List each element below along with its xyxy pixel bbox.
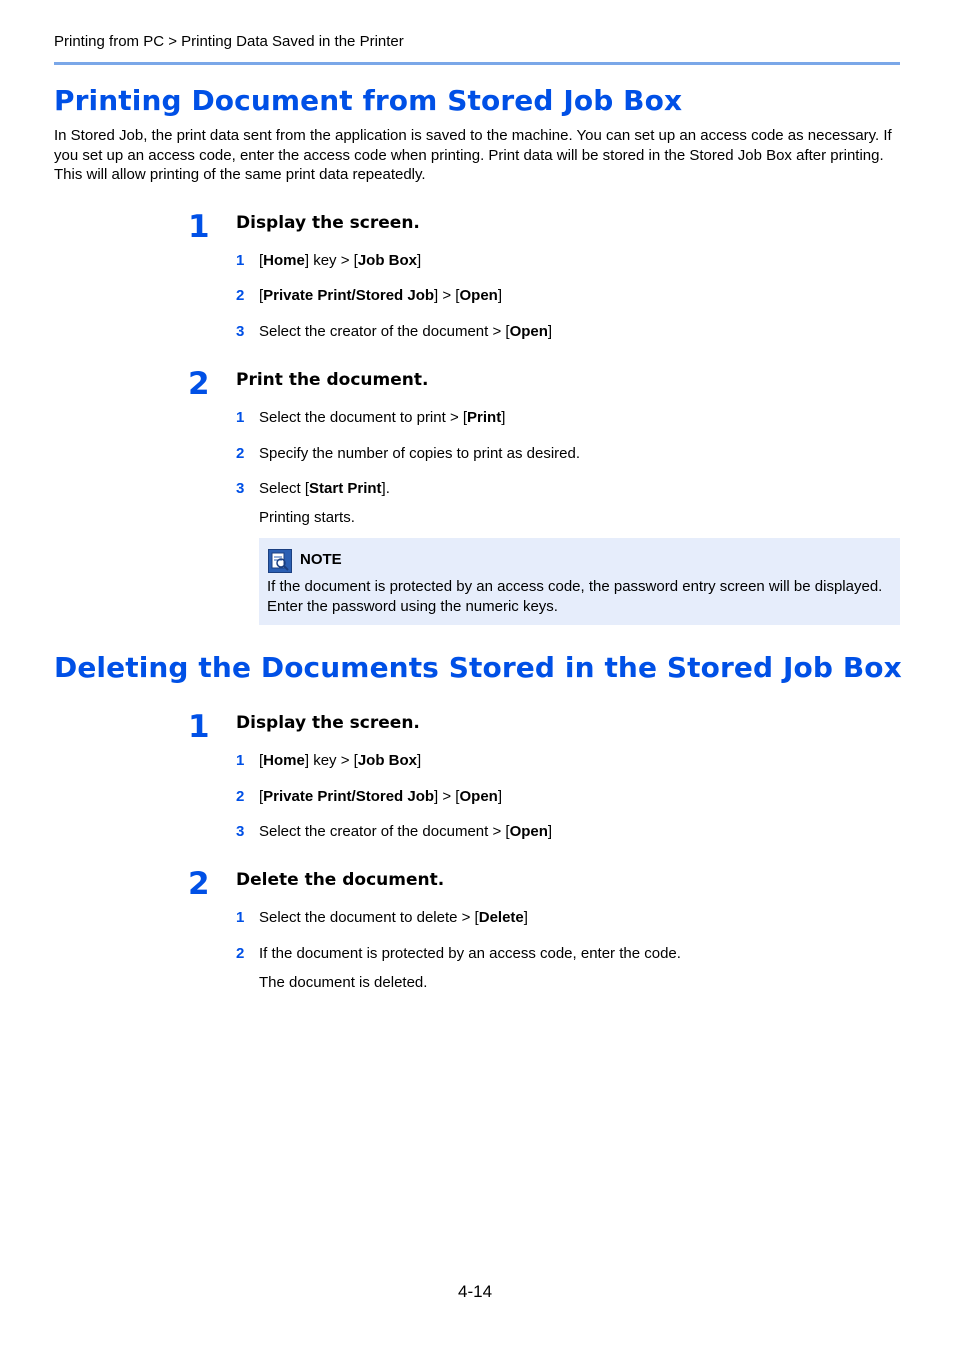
text: Specify the number of copies to print as desired.: [259, 445, 581, 462]
sub-step: [236, 945, 681, 962]
text: ]: [547, 823, 553, 840]
text: ]: [501, 409, 506, 426]
step-number: 2: [188, 366, 210, 402]
sub-step-number: 1: [236, 409, 245, 426]
sub-step: [236, 252, 421, 269]
text: ] key > [: [304, 252, 358, 269]
section-title-printing: Printing Document from Stored Job Box: [54, 84, 683, 117]
text: ]: [497, 287, 502, 304]
key-label: Print: [467, 409, 502, 426]
breadcrumb: Printing from PC > Printing Data Saved in the Printer: [54, 33, 404, 50]
page-number: 4-14: [458, 1282, 493, 1301]
text: ]: [417, 252, 422, 269]
text: Select the document to delete > [: [259, 909, 479, 926]
sub-step-number: 2: [236, 445, 245, 462]
text: Select [: [259, 480, 310, 497]
intro-paragraph: In Stored Job, the print data sent from the application is saved to the machine. You can set up an access code as necessary. If you set up an access code, enter the access code when printing. Print data will be stored in the Stored Job Box after printing. This will allow printing of the same print data repeatedly.: [54, 127, 892, 183]
sub-step: [236, 480, 390, 497]
key-label: Start Print: [309, 480, 382, 497]
sub-step: [236, 287, 502, 304]
sub-step: [236, 909, 528, 926]
text: [: [259, 287, 264, 304]
text: ] key > [: [304, 752, 358, 769]
text: Select the creator of the document > [: [259, 823, 510, 840]
sub-step-number: 2: [236, 945, 245, 962]
text: ].: [381, 480, 390, 497]
step-title: Print the document.: [236, 370, 429, 390]
key-label: Private Print/Stored Job: [263, 287, 435, 304]
note-box: [259, 538, 900, 625]
key-label: Home: [263, 752, 305, 769]
step-number: 1: [188, 709, 210, 745]
text: ] > [: [434, 788, 460, 805]
header-rule: [54, 62, 900, 65]
text: ]: [417, 752, 422, 769]
step-number: 1: [188, 209, 210, 245]
step-number: 2: [188, 866, 210, 902]
text: [: [259, 252, 264, 269]
sub-step-number: 2: [236, 788, 245, 805]
sub-step: [236, 752, 421, 769]
step-result: Printing starts.: [259, 509, 355, 526]
text: ]: [497, 788, 502, 805]
step-title: Delete the document.: [236, 870, 445, 890]
sub-step-number: 3: [236, 323, 245, 340]
note-text: If the document is protected by an access code, the password entry screen will be displayed. Enter the password using the numeric keys.: [267, 578, 883, 615]
sub-step-number: 3: [236, 823, 245, 840]
key-label: Open: [509, 823, 548, 840]
text: If the document is protected by an access code, enter the code.: [259, 945, 681, 962]
step-result: The document is deleted.: [259, 974, 428, 991]
key-label: Delete: [478, 909, 524, 926]
sub-step: [236, 409, 505, 426]
note-label: NOTE: [300, 551, 342, 568]
text: [: [259, 752, 264, 769]
key-label: Private Print/Stored Job: [263, 788, 435, 805]
section-title-deleting: Deleting the Documents Stored in the Stored Job Box: [54, 651, 902, 684]
key-label: Job Box: [357, 252, 417, 269]
sub-step: [236, 823, 552, 840]
text: ]: [547, 323, 553, 340]
sub-step: [236, 323, 552, 340]
text: ] > [: [434, 287, 460, 304]
key-label: Home: [263, 252, 305, 269]
sub-step-number: 1: [236, 752, 245, 769]
sub-step: [236, 445, 580, 462]
text: Select the creator of the document > [: [259, 323, 510, 340]
text: Select the document to print > [: [259, 409, 468, 426]
note-icon: [268, 549, 292, 573]
text: [: [259, 788, 264, 805]
key-label: Job Box: [357, 752, 417, 769]
key-label: Open: [459, 287, 498, 304]
sub-step-number: 1: [236, 252, 245, 269]
sub-step-number: 3: [236, 480, 245, 497]
step-title: Display the screen.: [236, 713, 420, 733]
key-label: Open: [509, 323, 548, 340]
key-label: Open: [459, 788, 498, 805]
sub-step-number: 1: [236, 909, 245, 926]
step-title: Display the screen.: [236, 213, 420, 233]
sub-step-number: 2: [236, 287, 245, 304]
text: ]: [523, 909, 528, 926]
sub-step: [236, 788, 502, 805]
